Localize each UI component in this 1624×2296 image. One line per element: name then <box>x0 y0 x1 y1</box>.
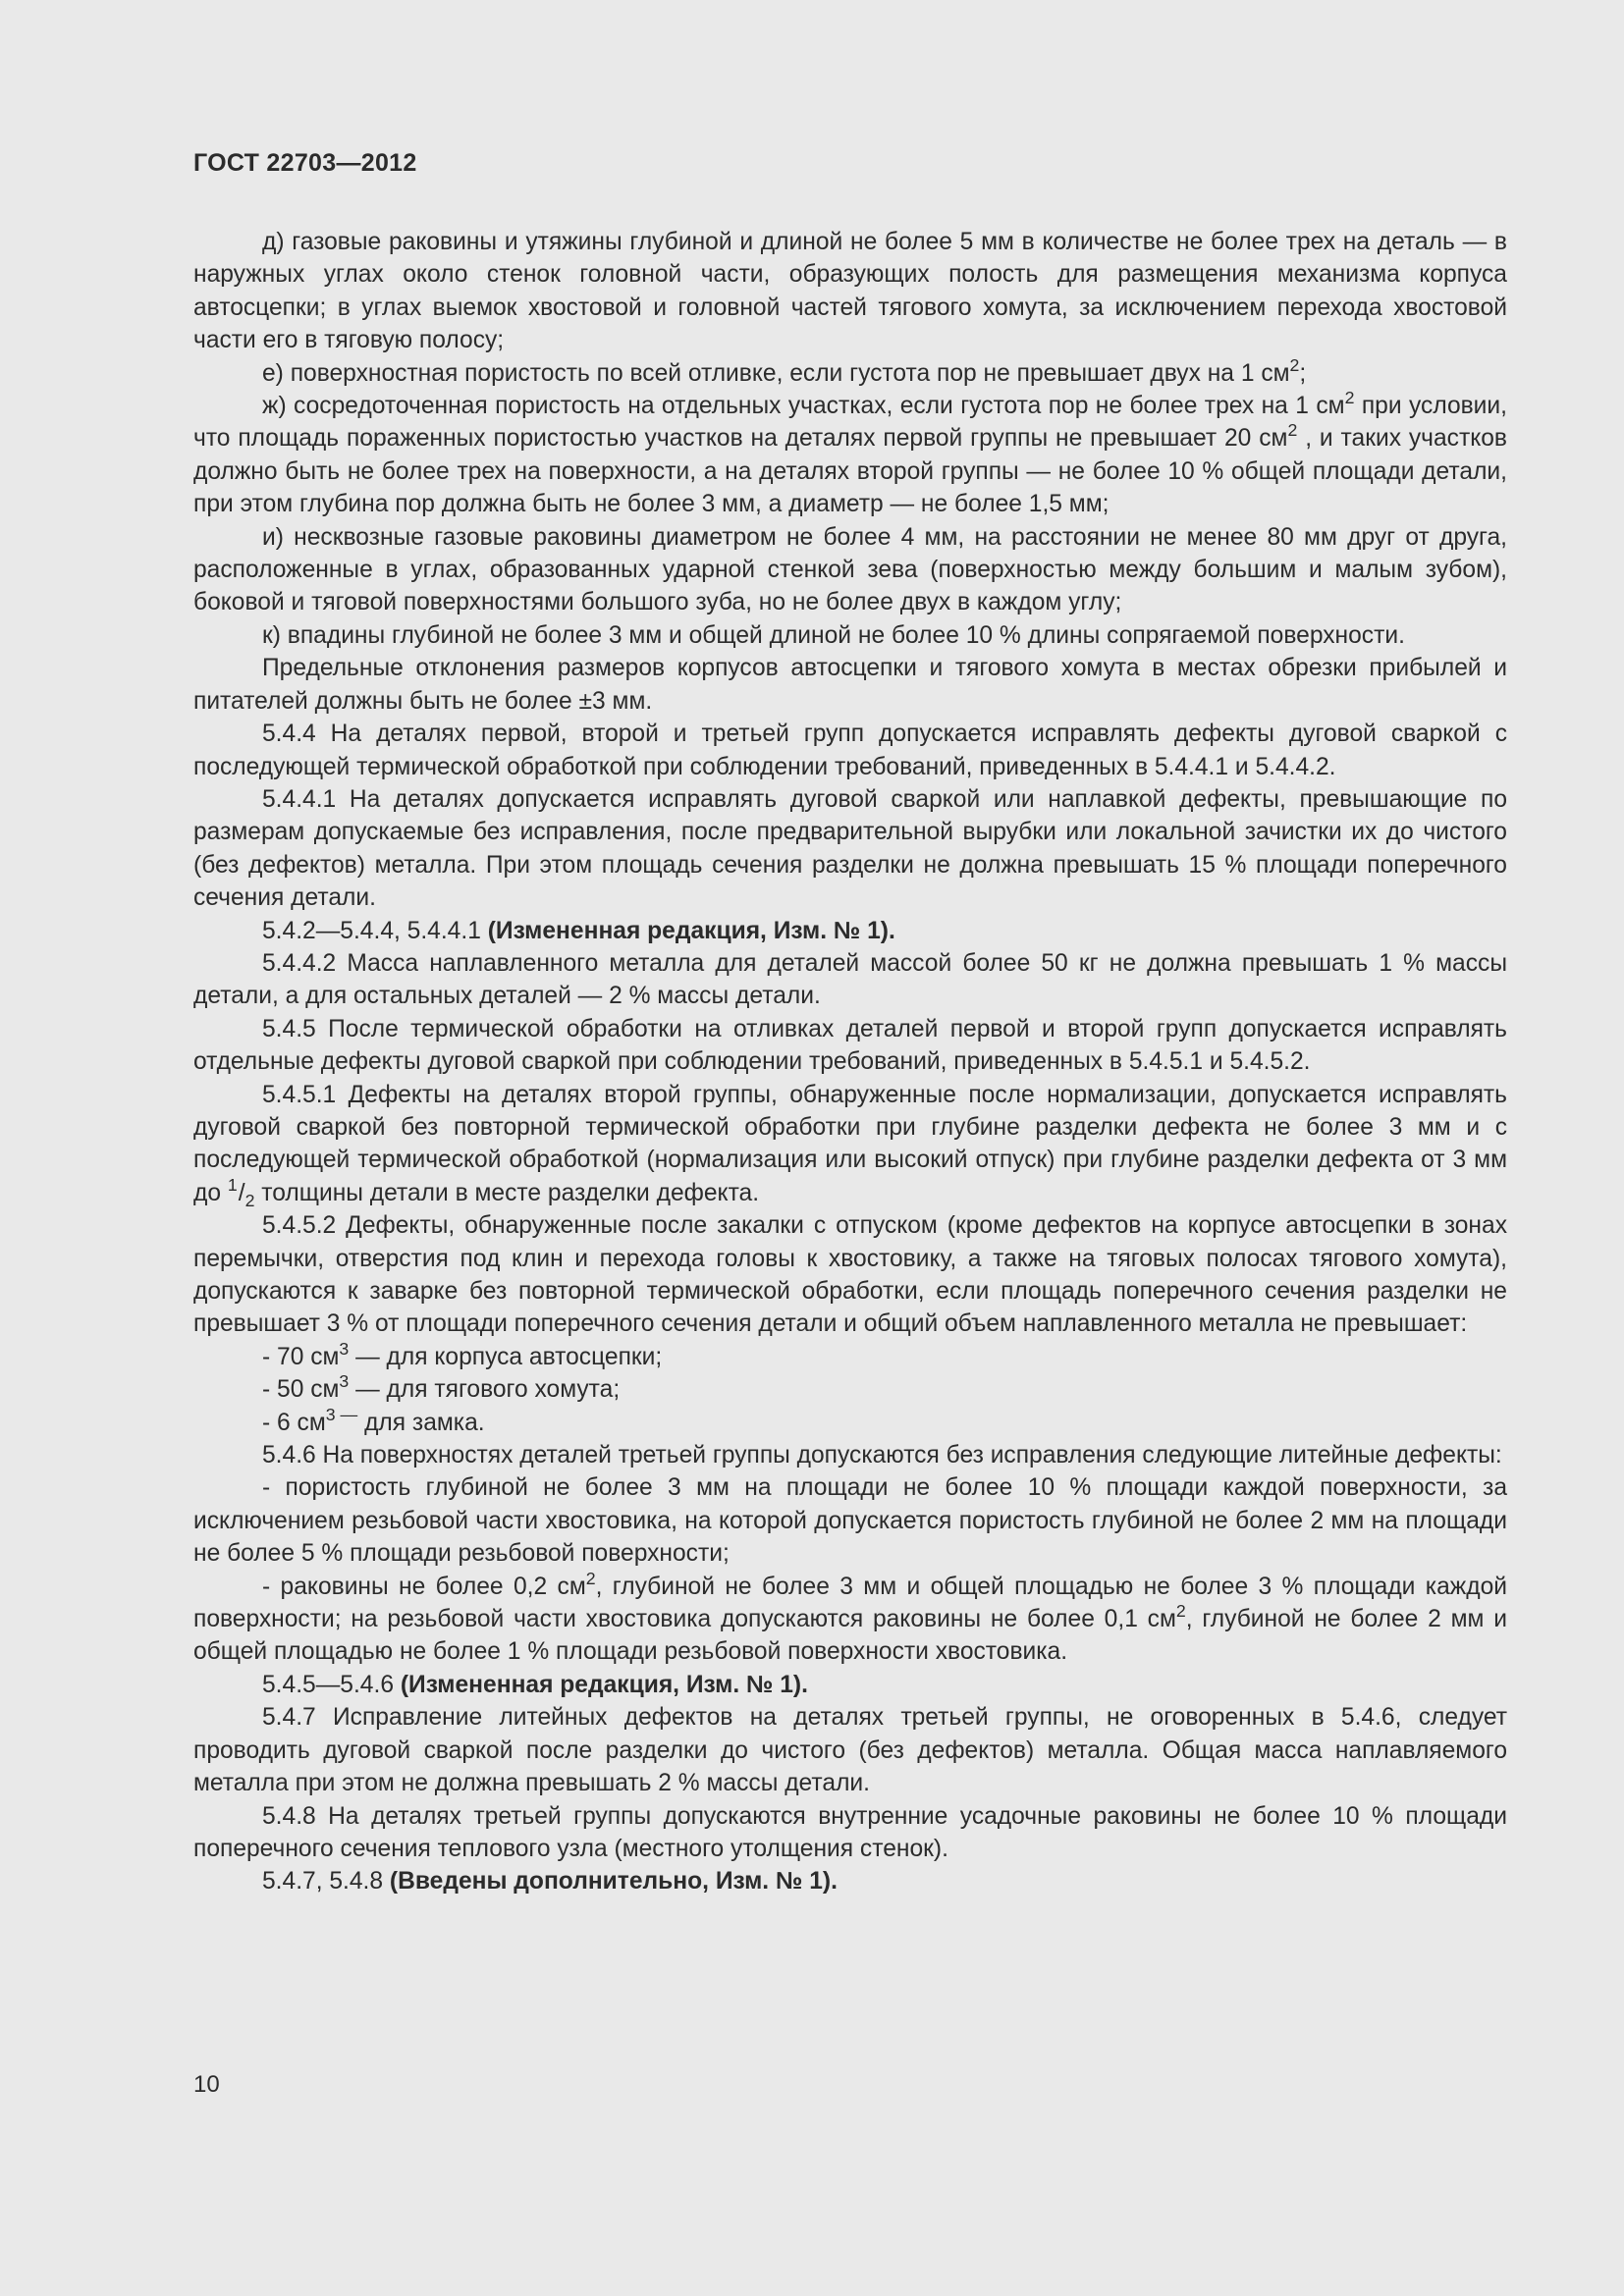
superscript: 2 <box>1175 1601 1186 1621</box>
text-part: , глубиной не более 3 мм и общей площадью не более 3 % площади каждой поверхности; на резьбовой части хвостовика допускаются раковины не более 0,1 см <box>193 1573 1507 1633</box>
superscript: 2 <box>585 1568 596 1588</box>
superscript: 2 <box>1289 354 1300 375</box>
paragraph-5-4-4-2: 5.4.4.2 Масса наплавленного металла для деталей массой более 50 кг не должна превышать 1 % массы детали, а для остальных деталей — 2 % массы детали. <box>193 949 1507 1010</box>
text-part: для замка. <box>357 1409 485 1436</box>
fraction-denominator: 2 <box>244 1190 255 1210</box>
amendment-label: (Измененная редакция, Изм. № 1). <box>487 917 895 944</box>
paragraph-5-4-8: 5.4.8 На деталях третьей группы допускаются внутренние усадочные раковины не более 10 % площади поперечного сечения теплового узла (местного утолщения стенок). <box>193 1802 1507 1862</box>
text-part: - 70 см <box>262 1343 340 1370</box>
paragraph-5-4-4: 5.4.4 На деталях первой, второй и третьей групп допускается исправлять дефекты дуговой сваркой с последующей термической обработкой при соблюдении требований, приведенных в 5.4.4.1 и 5.4.4.2. <box>193 721 1507 780</box>
superscript: 3 <box>325 1404 336 1424</box>
paragraph-5-4-5: 5.4.5 После термической обработки на отливках деталей первой и второй групп допускается исправлять отдельные дефекты дуговой сваркой при соблюдении требований, приведенных в 5.4.5.1 и 5.4.5.2. <box>193 1015 1507 1076</box>
paragraph-i: и) несквозные газовые раковины диаметром не более 4 мм, на расстоянии не менее 80 мм друг от друга, расположенные в углах, образованных ударной стенкой зева (поверхностью между большим и малым зубом), боковой и тяговой поверхностями большого зуба, но не более двух в каждом углу; <box>193 523 1507 616</box>
text-part: е) поверхностная пористость по всей отливке, если густота пор не превышает двух на 1 см <box>262 359 1290 387</box>
text-part: ж) сосредоточенная пористость на отдельных участках, если густота пор не более трех на 1 см <box>262 393 1345 420</box>
text-part: 5.4.7, 5.4.8 <box>262 1868 390 1896</box>
paragraph-5-4-6: 5.4.6 На поверхностях деталей третьей группы допускаются без исправления следующие литейные дефекты: <box>262 1442 1502 1469</box>
superscript: 2 <box>1344 387 1355 407</box>
superscript: 3 <box>339 1371 350 1392</box>
paragraph-5-4-6-porosity: - пористость глубиной не более 3 мм на площади не более 10 % площади каждой поверхности, за исключением резьбовой части хвостовика, на которой допускается пористость глубиной не более 2 мм на площади не более 5 % площади резьбовой поверхности; <box>193 1474 1507 1568</box>
amendment-label: (Измененная редакция, Изм. № 1). <box>400 1671 808 1698</box>
text-part: — для тягового хомута; <box>349 1376 621 1404</box>
text-part: - 6 см <box>262 1409 326 1436</box>
paragraph-e <box>193 354 1507 390</box>
fraction-slash: / <box>238 1179 245 1206</box>
paragraph-5-4-5-1 <box>193 1079 1507 1210</box>
page-number: 10 <box>193 2071 220 2098</box>
amendment-label: (Введены дополнительно, Изм. № 1). <box>389 1868 838 1896</box>
text-part: - 50 см <box>262 1376 340 1404</box>
text-part: 5.4.5.1 Дефекты на деталях второй группы, обнаруженные после нормализации, допускается исправлять дуговой сваркой без повторной термической обработки при глубине разделки дефекта не более 3 мм и с последующей термической обработкой (нормализация или высокий отпуск) при глубине разделки дефекта от 3 мм до <box>193 1081 1507 1206</box>
superscript-dash: — <box>335 1404 358 1424</box>
text-part: ; <box>1299 359 1307 387</box>
list-item <box>193 1404 1507 1439</box>
text-part: 5.4.2—5.4.4, 5.4.4.1 <box>262 917 488 944</box>
text-part: , и таких участков должно быть не более трех на поверхности, а на деталях второй группы — не более 10 % общей площади детали, при этом глубина пор должна быть не более 3 мм, а диаметр — не более 1,5 мм; <box>193 425 1508 518</box>
text-part: при условии, что площадь пораженных пористостью участков на деталях первой группы не превышает 20 см <box>193 393 1507 453</box>
paragraph-5-4-7: 5.4.7 Исправление литейных дефектов на деталях третьей группы, не оговоренных в 5.4.6, следует проводить дуговой сваркой после разделки до чистого (без дефектов) металла. Общая масса наплавляемого металла при этом не должна превышать 2 % массы детали. <box>193 1704 1507 1797</box>
amendment-note-1 <box>193 915 1507 947</box>
paragraph-zh <box>193 387 1508 521</box>
document-header: ГОСТ 22703—2012 <box>193 149 417 177</box>
paragraph-d: д) газовые раковины и утяжины глубиной и длиной не более 5 мм в количестве не более трех на деталь — в наружных углах около стенок головной части, образующих полость для размещения механизма корпуса автосцепки; в углах выемок хвостовой и головной частей тягового хомута, за исключением перехода хвостовой части его в тяговую полосу; <box>193 229 1507 354</box>
text-part: 5.4.5—5.4.6 <box>262 1671 401 1698</box>
paragraph-5-4-4-1: 5.4.4.1 На деталях допускается исправлять дуговой сваркой или наплавкой дефекты, превышающие по размерам допускаемые без исправления, после предварительной вырубки или локальной зачистки их до чистого (без дефектов) металла. При этом площадь сечения разделки не должна превышать 15 % площади поперечного сечения детали. <box>193 785 1507 912</box>
amendment-note-3 <box>193 1865 1507 1897</box>
superscript: 3 <box>339 1338 350 1359</box>
paragraph-5-4-5-2: 5.4.5.2 Дефекты, обнаруженные после закалки с отпуском (кроме дефектов на корпусе автосцепки в зонах перемычки, отверстия под клин и перехода головы к хвостовику, а также на тяговых полосах тягового хомута), допускаются к заварке без повторной термической обработки, если площадь поперечного сечения разделки не превышает 3 % от площади поперечного сечения детали и общий объем наплавленного металла не превышает: <box>193 1212 1507 1338</box>
fraction-numerator: 1 <box>227 1174 238 1195</box>
text-part: — для корпуса автосцепки; <box>349 1343 663 1370</box>
fraction-one-half <box>227 1174 255 1210</box>
paragraph-k: к) впадины глубиной не более 3 мм и общей длиной не более 10 % длины сопрягаемой поверхности. <box>262 621 1405 649</box>
paragraph-limits: Предельные отклонения размеров корпусов автосцепки и тягового хомута в местах обрезки прибылей и питателей должны быть не более ±3 мм. <box>193 655 1507 715</box>
text-part: - раковины не более 0,2 см <box>262 1573 586 1600</box>
text-part: , глубиной не более 2 мм и общей площадью не более 1 % площади резьбовой поверхности хвостовика. <box>193 1606 1507 1666</box>
document-body <box>193 226 1507 1898</box>
list-item <box>193 1338 1507 1373</box>
paragraph-5-4-6-cavities <box>193 1568 1507 1669</box>
superscript: 2 <box>1287 420 1298 441</box>
text-part: толщины детали в месте разделки дефекта. <box>254 1179 760 1206</box>
amendment-note-2 <box>193 1669 1507 1701</box>
list-item <box>193 1373 1507 1406</box>
